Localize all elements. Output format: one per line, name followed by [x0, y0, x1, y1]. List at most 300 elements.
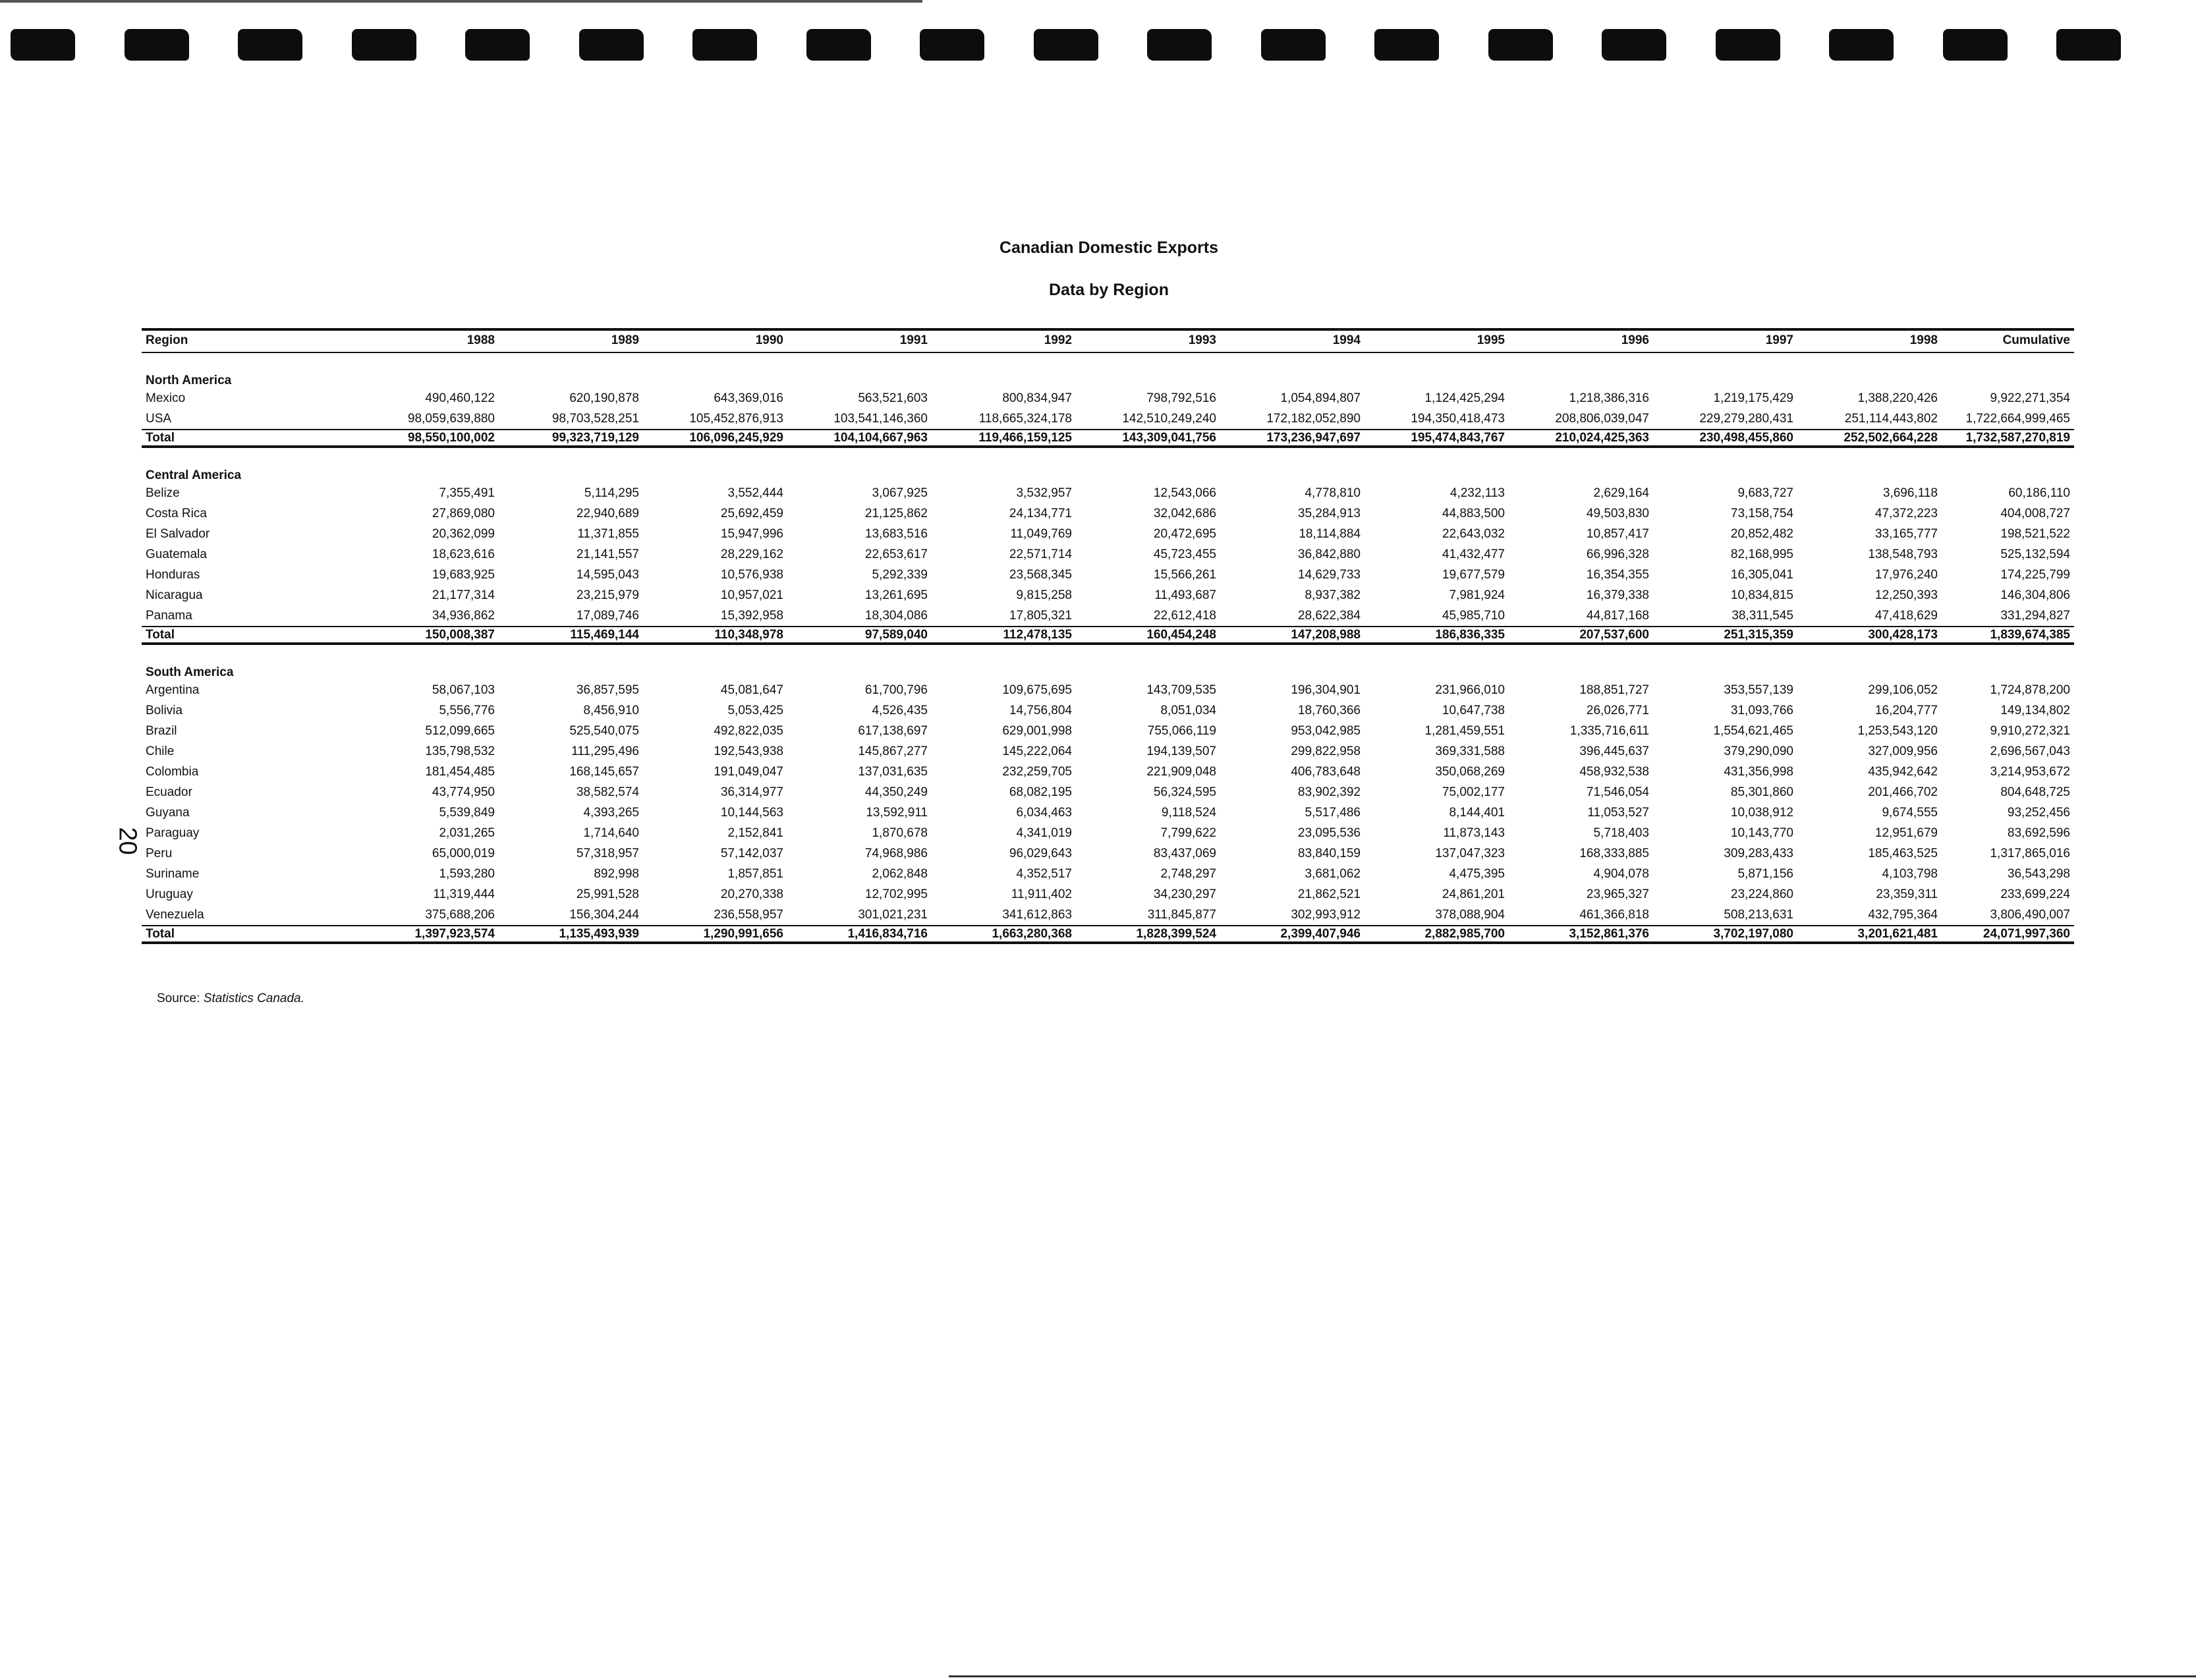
table-row: [142, 503, 2074, 524]
country-name: Chile: [146, 744, 175, 758]
punch-hole: [579, 29, 644, 61]
column-header: 1993: [1076, 329, 1220, 352]
export-value-cell: 98,703,528,251: [551, 411, 639, 426]
country-name: Suriname: [146, 866, 200, 881]
punch-hole-strip: [0, 29, 2196, 69]
column-header: 1996: [1509, 329, 1653, 352]
export-value-cell: 12,951,679: [1874, 826, 1938, 840]
table-row: [142, 585, 2074, 605]
total-row: [142, 430, 2074, 447]
table-row: [142, 905, 2074, 926]
table-row: [142, 524, 2074, 544]
export-value-cell: 1,554,621,465: [1713, 723, 1793, 738]
total-value-cell: 119,466,159,125: [932, 430, 1076, 447]
punch-hole: [1261, 29, 1326, 61]
export-value-cell: 563,521,603: [858, 391, 928, 405]
punch-hole: [1034, 29, 1098, 61]
total-value-cell: 115,469,144: [499, 627, 643, 644]
export-value-cell: 375,688,206: [425, 907, 495, 922]
export-value-cell: 953,042,985: [1291, 723, 1361, 738]
export-value-cell: 17,805,321: [1009, 608, 1072, 623]
page-title: Canadian Domestic Exports: [999, 238, 1219, 257]
export-value-cell: 181,454,485: [425, 764, 495, 779]
export-value-cell: 302,993,912: [1291, 907, 1361, 922]
export-value-cell: 353,557,139: [1724, 683, 1793, 697]
export-value-cell: 490,460,122: [425, 391, 495, 405]
table-row: [142, 741, 2074, 762]
export-value-cell: 28,622,384: [1297, 608, 1361, 623]
export-value-cell: 431,356,998: [1724, 764, 1793, 779]
export-value-cell: 9,815,258: [1016, 588, 1072, 602]
export-value-cell: 11,873,143: [1443, 826, 1505, 840]
export-value-cell: 47,418,629: [1874, 608, 1938, 623]
punch-hole: [125, 29, 189, 61]
export-value-cell: 11,911,402: [1011, 887, 1072, 901]
export-value-cell: 1,335,716,611: [1569, 723, 1649, 738]
country-name: Venezuela: [146, 907, 204, 922]
export-value-cell: 231,966,010: [1435, 683, 1505, 697]
total-row: [142, 627, 2074, 644]
country-name: El Salvador: [146, 526, 210, 541]
export-value-cell: 12,250,393: [1874, 588, 1938, 602]
export-value-cell: 4,393,265: [583, 805, 639, 820]
country-name: Paraguay: [146, 826, 200, 840]
export-value-cell: 406,783,648: [1291, 764, 1361, 779]
export-value-cell: 18,760,366: [1297, 703, 1361, 717]
export-value-cell: 57,142,037: [720, 846, 783, 860]
export-value-cell: 12,543,066: [1153, 486, 1216, 500]
export-value-cell: 16,305,041: [1730, 567, 1793, 582]
region-group-name: South America: [146, 665, 234, 679]
export-value-cell: 1,281,459,551: [1424, 723, 1505, 738]
export-value-cell: 10,143,770: [1730, 826, 1793, 840]
export-value-cell: 65,000,019: [432, 846, 495, 860]
export-value-cell: 1,054,894,807: [1280, 391, 1361, 405]
export-value-cell: 525,540,075: [569, 723, 639, 738]
region-group-header: [142, 658, 2074, 680]
total-value-cell: 173,236,947,697: [1220, 430, 1365, 447]
export-value-cell: 44,883,500: [1442, 506, 1505, 520]
export-value-cell: 233,699,224: [2000, 887, 2070, 901]
punch-hole: [238, 29, 302, 61]
export-value-cell: 83,437,069: [1153, 846, 1216, 860]
export-value-cell: 137,047,323: [1435, 846, 1505, 860]
export-value-cell: 10,834,815: [1730, 588, 1793, 602]
region-group-header: [142, 366, 2074, 388]
export-value-cell: 15,947,996: [720, 526, 783, 541]
country-name: Uruguay: [146, 887, 193, 901]
punch-hole: [1488, 29, 1553, 61]
export-value-cell: 4,526,435: [872, 703, 928, 717]
export-value-cell: 32,042,686: [1153, 506, 1216, 520]
table-header-row: [142, 329, 2074, 352]
export-value-cell: 16,204,777: [1874, 703, 1938, 717]
total-label: Total: [142, 430, 354, 447]
total-value-cell: 1,290,991,656: [643, 926, 787, 943]
table-row: [142, 408, 2074, 430]
export-value-cell: 2,696,567,043: [1990, 744, 2070, 758]
export-value-cell: 341,612,863: [1002, 907, 1072, 922]
column-header: 1994: [1220, 329, 1365, 352]
export-value-cell: 4,232,113: [1450, 486, 1505, 500]
source-label: Source:: [157, 992, 200, 1005]
spacer-cell: [142, 447, 2074, 461]
column-header: 1990: [643, 329, 787, 352]
export-value-cell: 60,186,110: [2008, 486, 2070, 500]
export-value-cell: 1,253,543,120: [1857, 723, 1938, 738]
export-value-cell: 135,798,532: [425, 744, 495, 758]
export-value-cell: 11,053,527: [1587, 805, 1649, 820]
total-value-cell: 1,732,587,270,819: [1942, 430, 2074, 447]
export-value-cell: 16,379,338: [1586, 588, 1649, 602]
export-value-cell: 309,283,433: [1724, 846, 1793, 860]
export-value-cell: 21,862,521: [1297, 887, 1361, 901]
export-value-cell: 24,134,771: [1009, 506, 1072, 520]
export-value-cell: 25,692,459: [720, 506, 783, 520]
export-value-cell: 75,002,177: [1442, 785, 1505, 799]
export-value-cell: 36,857,595: [576, 683, 639, 697]
punch-hole: [1147, 29, 1212, 61]
export-value-cell: 379,290,090: [1724, 744, 1793, 758]
total-value-cell: 99,323,719,129: [499, 430, 643, 447]
country-name: Ecuador: [146, 785, 192, 799]
export-value-cell: 185,463,525: [1868, 846, 1938, 860]
export-value-cell: 236,558,957: [714, 907, 783, 922]
export-value-cell: 18,114,884: [1299, 526, 1361, 541]
export-value-cell: 33,165,777: [1874, 526, 1938, 541]
country-name: Argentina: [146, 683, 200, 697]
export-value-cell: 18,623,616: [432, 547, 495, 561]
export-value-cell: 1,219,175,429: [1713, 391, 1793, 405]
table-row: [142, 884, 2074, 905]
total-value-cell: 143,309,041,756: [1076, 430, 1220, 447]
export-value-cell: 3,806,490,007: [1990, 907, 2070, 922]
export-value-cell: 1,722,664,999,465: [1965, 411, 2070, 426]
table-row: [142, 721, 2074, 741]
total-value-cell: 3,702,197,080: [1653, 926, 1797, 943]
export-value-cell: 3,681,062: [1305, 866, 1361, 881]
export-value-cell: 525,132,594: [2000, 547, 2070, 561]
export-value-cell: 194,139,507: [1146, 744, 1216, 758]
export-value-cell: 10,038,912: [1730, 805, 1793, 820]
export-value-cell: 9,118,524: [1161, 805, 1216, 820]
export-value-cell: 9,910,272,321: [1990, 723, 2070, 738]
export-value-cell: 5,114,295: [584, 486, 639, 500]
punch-hole: [1602, 29, 1666, 61]
export-value-cell: 23,359,311: [1876, 887, 1938, 901]
exports-table: [142, 328, 2074, 944]
export-value-cell: 1,857,851: [727, 866, 783, 881]
export-value-cell: 12,702,995: [864, 887, 928, 901]
total-value-cell: 1,416,834,716: [787, 926, 932, 943]
export-value-cell: 7,355,491: [439, 486, 495, 500]
total-value-cell: 1,397,923,574: [354, 926, 499, 943]
export-value-cell: 24,861,201: [1442, 887, 1505, 901]
punch-hole: [806, 29, 871, 61]
export-value-cell: 168,333,885: [1579, 846, 1649, 860]
export-value-cell: 229,279,280,431: [1699, 411, 1793, 426]
total-value-cell: 150,008,387: [354, 627, 499, 644]
country-name: Colombia: [146, 764, 199, 779]
export-value-cell: 4,341,019: [1016, 826, 1072, 840]
scan-bottom-edge: [949, 1675, 2196, 1677]
export-value-cell: 85,301,860: [1730, 785, 1793, 799]
export-value-cell: 2,062,848: [872, 866, 928, 881]
export-value-cell: 458,932,538: [1579, 764, 1649, 779]
spacer-row: [142, 352, 2074, 366]
export-value-cell: 4,103,798: [1882, 866, 1938, 881]
export-value-cell: 617,138,697: [858, 723, 928, 738]
export-value-cell: 5,871,156: [1737, 866, 1793, 881]
export-value-cell: 191,049,047: [714, 764, 783, 779]
export-value-cell: 156,304,244: [569, 907, 639, 922]
export-value-cell: 21,177,314: [432, 588, 495, 602]
total-value-cell: 1,135,493,939: [499, 926, 643, 943]
export-value-cell: 168,145,657: [569, 764, 639, 779]
export-value-cell: 9,683,727: [1737, 486, 1793, 500]
export-value-cell: 3,067,925: [872, 486, 928, 500]
export-value-cell: 58,067,103: [432, 683, 495, 697]
table-row: [142, 388, 2074, 408]
export-value-cell: 643,369,016: [714, 391, 783, 405]
country-name: Mexico: [146, 391, 186, 405]
total-value-cell: 3,201,621,481: [1797, 926, 1942, 943]
export-value-cell: 404,008,727: [2000, 506, 2070, 520]
export-value-cell: 629,001,998: [1002, 723, 1072, 738]
column-header: 1991: [787, 329, 932, 352]
punch-hole: [1716, 29, 1780, 61]
column-header-region: Region: [142, 329, 354, 352]
export-value-cell: 755,066,119: [1147, 723, 1216, 738]
total-label: Total: [142, 627, 354, 644]
export-value-cell: 96,029,643: [1009, 846, 1072, 860]
export-value-cell: 16,354,355: [1586, 567, 1649, 582]
export-value-cell: 194,350,418,473: [1411, 411, 1505, 426]
export-value-cell: 38,582,574: [576, 785, 639, 799]
export-value-cell: 1,388,220,426: [1857, 391, 1938, 405]
export-value-cell: 20,852,482: [1730, 526, 1793, 541]
export-value-cell: 14,756,804: [1009, 703, 1072, 717]
total-value-cell: 1,663,280,368: [932, 926, 1076, 943]
total-value-cell: 110,348,978: [643, 627, 787, 644]
table-row: [142, 802, 2074, 823]
punch-hole: [920, 29, 984, 61]
punch-hole: [1374, 29, 1439, 61]
total-value-cell: 97,589,040: [787, 627, 932, 644]
export-value-cell: 15,392,958: [720, 608, 783, 623]
country-name: Brazil: [146, 723, 177, 738]
table-row: [142, 823, 2074, 843]
spacer-row: [142, 644, 2074, 658]
export-value-cell: 2,031,265: [439, 826, 495, 840]
export-value-cell: 8,051,034: [1160, 703, 1216, 717]
punch-hole: [1829, 29, 1894, 61]
export-value-cell: 41,432,477: [1442, 547, 1505, 561]
total-value-cell: 160,454,248: [1076, 627, 1220, 644]
export-value-cell: 66,996,328: [1586, 547, 1649, 561]
export-value-cell: 232,259,705: [1002, 764, 1072, 779]
table-row: [142, 680, 2074, 700]
table-row: [142, 565, 2074, 585]
export-value-cell: 2,748,297: [1160, 866, 1216, 881]
export-value-cell: 22,612,418: [1153, 608, 1216, 623]
export-value-cell: 23,965,327: [1586, 887, 1649, 901]
export-value-cell: 331,294,827: [2000, 608, 2070, 623]
export-value-cell: 44,817,168: [1586, 608, 1649, 623]
export-value-cell: 301,021,231: [858, 907, 928, 922]
export-value-cell: 83,840,159: [1297, 846, 1361, 860]
export-value-cell: 22,643,032: [1442, 526, 1505, 541]
punch-hole: [465, 29, 530, 61]
export-value-cell: 5,556,776: [439, 703, 495, 717]
export-value-cell: 1,317,865,016: [1990, 846, 2070, 860]
total-value-cell: 252,502,664,228: [1797, 430, 1942, 447]
export-value-cell: 9,674,555: [1882, 805, 1938, 820]
export-value-cell: 188,851,727: [1579, 683, 1649, 697]
export-value-cell: 49,503,830: [1586, 506, 1649, 520]
export-value-cell: 201,466,702: [1868, 785, 1938, 799]
export-value-cell: 461,366,818: [1579, 907, 1649, 922]
total-value-cell: 251,315,359: [1653, 627, 1797, 644]
export-value-cell: 36,842,880: [1297, 547, 1361, 561]
export-value-cell: 11,371,855: [577, 526, 639, 541]
export-value-cell: 17,089,746: [576, 608, 639, 623]
export-value-cell: 21,141,557: [576, 547, 639, 561]
export-value-cell: 21,125,862: [864, 506, 928, 520]
table-row: [142, 762, 2074, 782]
punch-hole: [2056, 29, 2121, 61]
column-header: 1989: [499, 329, 643, 352]
export-value-cell: 98,059,639,880: [407, 411, 495, 426]
export-value-cell: 804,648,725: [2000, 785, 2070, 799]
page-subtitle: Data by Region: [1049, 281, 1169, 299]
export-value-cell: 145,222,064: [1002, 744, 1072, 758]
export-value-cell: 137,031,635: [858, 764, 928, 779]
export-value-cell: 299,106,052: [1868, 683, 1938, 697]
total-value-cell: 210,024,425,363: [1509, 430, 1653, 447]
export-value-cell: 10,957,021: [720, 588, 783, 602]
export-value-cell: 38,311,545: [1731, 608, 1793, 623]
punch-hole: [352, 29, 416, 61]
table-row: [142, 843, 2074, 864]
country-name: USA: [146, 411, 172, 426]
export-value-cell: 299,822,958: [1291, 744, 1361, 758]
export-value-cell: 5,718,403: [1593, 826, 1649, 840]
export-value-cell: 45,723,455: [1153, 547, 1216, 561]
export-value-cell: 378,088,904: [1435, 907, 1505, 922]
export-value-cell: 83,902,392: [1297, 785, 1361, 799]
total-value-cell: 106,096,245,929: [643, 430, 787, 447]
export-value-cell: 2,629,164: [1593, 486, 1649, 500]
export-value-cell: 34,936,862: [432, 608, 495, 623]
export-value-cell: 19,677,579: [1442, 567, 1505, 582]
export-value-cell: 22,653,617: [864, 547, 928, 561]
punch-hole: [1943, 29, 2008, 61]
export-value-cell: 149,134,802: [2000, 703, 2070, 717]
export-value-cell: 9,922,271,354: [1990, 391, 2070, 405]
export-value-cell: 251,114,443,802: [1844, 411, 1938, 426]
total-value-cell: 207,537,600: [1509, 627, 1653, 644]
table-row: [142, 544, 2074, 565]
total-value-cell: 195,474,843,767: [1365, 430, 1509, 447]
export-value-cell: 5,292,339: [872, 567, 928, 582]
export-value-cell: 1,724,878,200: [1990, 683, 2070, 697]
export-value-cell: 146,304,806: [2000, 588, 2070, 602]
export-value-cell: 3,532,957: [1016, 486, 1072, 500]
total-value-cell: 147,208,988: [1220, 627, 1365, 644]
export-value-cell: 512,099,665: [425, 723, 495, 738]
export-value-cell: 10,576,938: [720, 567, 783, 582]
region-group-header: [142, 461, 2074, 483]
export-value-cell: 23,224,860: [1730, 887, 1793, 901]
spacer-cell: [142, 352, 2074, 366]
export-value-cell: 27,869,080: [432, 506, 495, 520]
export-value-cell: 45,081,647: [720, 683, 783, 697]
total-value-cell: 2,882,985,700: [1365, 926, 1509, 943]
export-value-cell: 7,799,622: [1160, 826, 1216, 840]
export-value-cell: 396,445,637: [1579, 744, 1649, 758]
export-value-cell: 22,940,689: [576, 506, 639, 520]
export-value-cell: 13,683,516: [864, 526, 928, 541]
export-value-cell: 5,539,849: [439, 805, 495, 820]
export-value-cell: 5,053,425: [727, 703, 783, 717]
export-value-cell: 1,870,678: [872, 826, 928, 840]
table-row: [142, 864, 2074, 884]
total-label: Total: [142, 926, 354, 943]
export-value-cell: 57,318,957: [576, 846, 639, 860]
country-name: Panama: [146, 608, 192, 623]
total-value-cell: 2,399,407,946: [1220, 926, 1365, 943]
export-value-cell: 369,331,588: [1435, 744, 1505, 758]
export-value-cell: 36,543,298: [2007, 866, 2070, 881]
export-value-cell: 11,049,769: [1010, 526, 1072, 541]
column-header: 1998: [1797, 329, 1942, 352]
export-value-cell: 74,968,986: [864, 846, 928, 860]
total-value-cell: 104,104,667,963: [787, 430, 932, 447]
export-value-cell: 10,144,563: [720, 805, 783, 820]
export-value-cell: 15,566,261: [1153, 567, 1216, 582]
export-value-cell: 23,568,345: [1009, 567, 1072, 582]
export-value-cell: 800,834,947: [1002, 391, 1072, 405]
column-header: 1992: [932, 329, 1076, 352]
export-value-cell: 71,546,054: [1586, 785, 1649, 799]
export-value-cell: 1,714,640: [583, 826, 639, 840]
export-value-cell: 105,452,876,913: [689, 411, 783, 426]
export-value-cell: 892,998: [594, 866, 639, 881]
export-value-cell: 36,314,977: [720, 785, 783, 799]
export-value-cell: 18,304,086: [864, 608, 928, 623]
export-value-cell: 221,909,048: [1146, 764, 1216, 779]
table-row: [142, 700, 2074, 721]
export-value-cell: 14,629,733: [1297, 567, 1361, 582]
punch-hole: [692, 29, 757, 61]
total-value-cell: 98,550,100,002: [354, 430, 499, 447]
spacer-cell: [142, 644, 2074, 658]
column-header: 1988: [354, 329, 499, 352]
table-row: [142, 782, 2074, 802]
export-value-cell: 82,168,995: [1730, 547, 1793, 561]
country-name: Peru: [146, 846, 173, 860]
export-value-cell: 83,692,596: [2007, 826, 2070, 840]
total-value-cell: 3,152,861,376: [1509, 926, 1653, 943]
export-value-cell: 1,593,280: [439, 866, 495, 881]
export-value-cell: 208,806,039,047: [1555, 411, 1649, 426]
export-value-cell: 11,319,444: [433, 887, 495, 901]
total-value-cell: 24,071,997,360: [1942, 926, 2074, 943]
source-note: [157, 992, 304, 1006]
source-value: Statistics Canada.: [203, 992, 304, 1005]
export-value-cell: 13,261,695: [864, 588, 928, 602]
